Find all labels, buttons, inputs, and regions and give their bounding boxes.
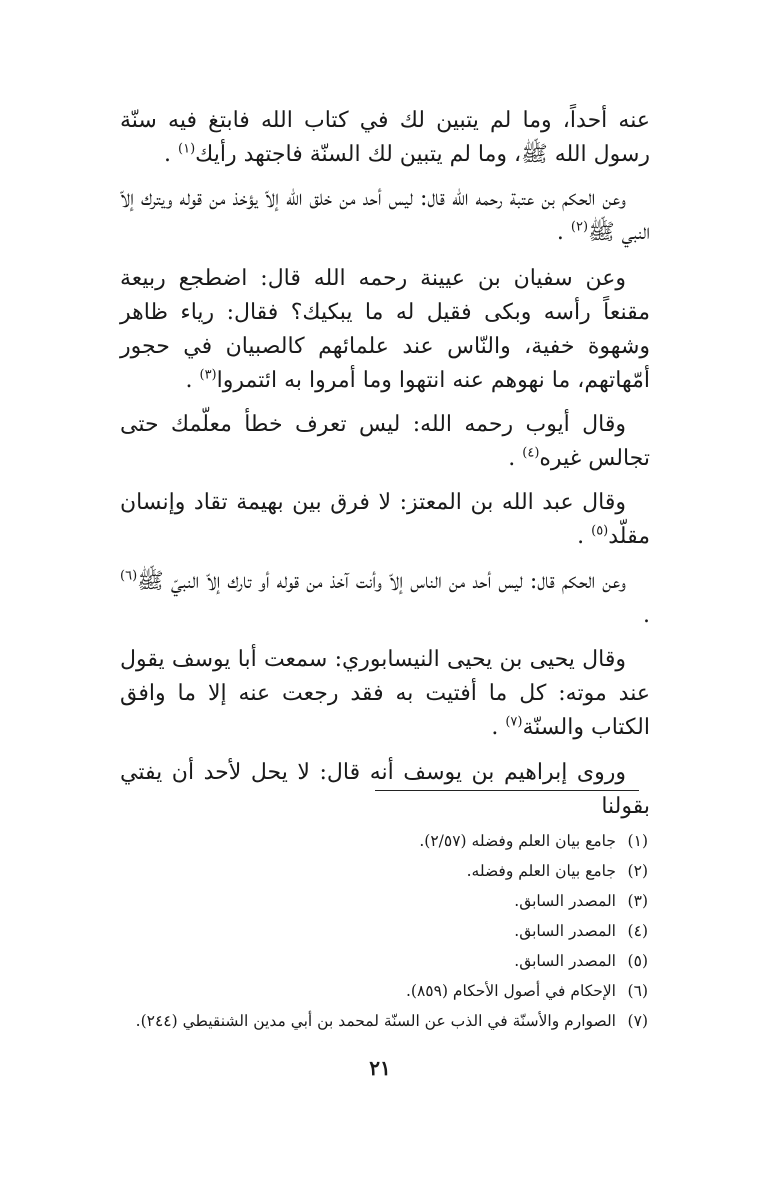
paragraph <box>120 182 650 250</box>
paragraph-end: . <box>577 524 585 549</box>
paragraph-text: وروى إبراهيم بن يوسف أنه قال: لا يحل لأحد أن يفتي بقولنا <box>120 760 650 819</box>
footnote <box>88 856 648 886</box>
paragraph-text: وعن الحكم قال: ليس أحد من الناس إلاّ وأنت آخذ من قوله أو تارك إلاّ النبيّ ﷺ <box>137 569 626 594</box>
footnote <box>88 1006 648 1036</box>
paragraph-text: وقال عبد الله بن المعتز: لا فرق بين بهيمة تقاد وإنسان مقلّد <box>120 490 650 549</box>
footnote-marker: (٣) <box>199 367 217 383</box>
footnote <box>88 886 648 916</box>
paragraph <box>120 104 650 172</box>
paragraph-text: وقال يحيى بن يحيى النيسابوري: سمعت أبا يوسف يقول عند موته: كل ما أفتيت به فقد رجعت عنه إلا ما وافق الكتاب والسنّة <box>120 647 650 740</box>
footnote-marker: (١) <box>178 141 196 157</box>
paragraph-end: . <box>556 220 564 245</box>
footnote <box>88 946 648 976</box>
footnote-text: جامع بيان العلم وفضله. <box>466 862 616 880</box>
footnote <box>88 976 648 1006</box>
footnote-number: (٤) <box>627 922 648 940</box>
footnote-marker: (٤) <box>522 445 540 461</box>
paragraph-text: عنه أحداً، وما لم يتبين لك في كتاب الله فابتغ فيه سنّة رسول الله ﷺ، وما لم يتبين لك السنّة فاجتهد رأيك <box>120 108 650 167</box>
paragraph <box>120 486 650 554</box>
footnote-marker: (٢) <box>570 219 589 235</box>
paragraph-text: وعن الحكم بن عتبة رحمه الله قال: ليس أحد من خلق الله إلاّ يؤخذ من قوله ويترك إلاّ النبي ﷺ <box>120 186 650 245</box>
footnote-number: (٢) <box>627 862 648 880</box>
paragraph <box>120 262 650 398</box>
page-number: ٢١ <box>369 1056 391 1080</box>
footnote-marker: (٥) <box>591 523 609 539</box>
footnote-text: المصدر السابق. <box>514 952 616 970</box>
footnote-text: الإحكام في أصول الأحكام (٨٥٩). <box>405 982 616 1000</box>
paragraph <box>120 408 650 476</box>
paragraph <box>120 643 650 745</box>
paragraph-text: وقال أيوب رحمه الله: ليس تعرف خطأ معلّمك حتى تجالس غيره <box>120 412 650 471</box>
footnote <box>88 826 648 856</box>
paragraph-end: . <box>185 368 193 393</box>
footnote-number: (٣) <box>627 892 648 910</box>
footnote-text: المصدر السابق. <box>514 922 616 940</box>
footnote-marker: (٧) <box>505 714 523 730</box>
paragraph-end: . <box>643 603 650 628</box>
footnote-text: جامع بيان العلم وفضله (٢/٥٧). <box>419 832 616 850</box>
footnote-text: المصدر السابق. <box>514 892 616 910</box>
footnote-number: (٥) <box>627 952 648 970</box>
footnote-marker: (٦) <box>120 568 138 584</box>
footnote-separator <box>375 790 639 791</box>
paragraph-end: . <box>164 142 172 167</box>
paragraph <box>120 565 650 633</box>
footnote-text: الصوارم والأسنّة في الذب عن السنّة لمحمد بن أبي مدين الشنقيطي (٢٤٤). <box>135 1012 616 1030</box>
footnote-number: (٦) <box>627 982 648 1000</box>
paragraph-end: . <box>491 715 499 740</box>
footnote-number: (١) <box>627 832 648 850</box>
paragraph-end: . <box>508 446 516 471</box>
paragraph-text: وعن سفيان بن عيينة رحمه الله قال: اضطجع ربيعة مقنعاً رأسه وبكى فقيل له ما يبكيك؟ فقال: رياء ظاهر وشهوة خفية، والنّاس عند علمائهم كالصبيان في حجور أمّهاتهم، ما نهوهم عنه انتهوا وما أمروا به ائتمروا <box>120 266 650 393</box>
footnotes-list <box>88 826 648 1036</box>
footnote-number: (٧) <box>627 1012 648 1030</box>
footnote <box>88 916 648 946</box>
